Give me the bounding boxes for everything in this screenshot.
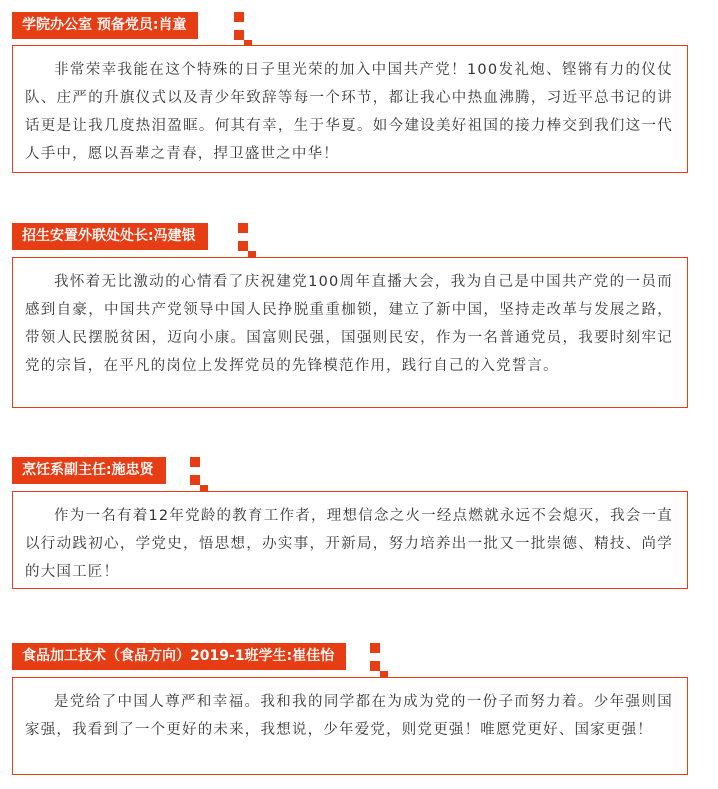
quote-box bbox=[12, 257, 688, 408]
speaker-tag-wrap bbox=[12, 643, 690, 670]
quote-box bbox=[12, 45, 688, 173]
corner-squares-icon bbox=[370, 643, 390, 678]
quote-text: 我怀着无比激动的心情看了庆祝建党100周年直播大会，我为自己是中国共产党的一员而感到自豪，中国共产党领导中国人民挣脱重重枷锁，建立了新中国，坚持走改革与发展之路，带领人民摆脱贫困，迈向小康。国富则民强，国强则民安，作为一名普通党员，我要时刻牢记党的宗旨，在平凡的岗位上发挥党员的先锋模范作用，践行自己的入党誓言。 bbox=[25, 274, 673, 374]
corner-squares-icon bbox=[238, 223, 258, 258]
quote-section-1 bbox=[12, 12, 690, 162]
corner-squares-icon bbox=[234, 12, 254, 47]
speaker-tag: 招生安置外联处处长:冯建银 bbox=[12, 223, 208, 250]
speaker-tag-wrap bbox=[12, 457, 690, 484]
quote-box bbox=[12, 491, 688, 589]
quote-section-3 bbox=[12, 457, 690, 580]
quote-text: 非常荣幸我能在这个特殊的日子里光荣的加入中国共产党！100发礼炮、铿锵有力的仪仗队、庄严的升旗仪式以及青少年致辞等每一个环节，都让我心中热血沸腾，习近平总书记的讲话更是让我几度热泪盈眶。何其有幸，生于华夏。如今建设美好祖国的接力棒交到我们这一代人手中，愿以吾辈之青春，捍卫盛世之中华！ bbox=[25, 62, 673, 162]
quote-box bbox=[12, 677, 688, 775]
quote-section-4 bbox=[12, 643, 690, 738]
speaker-tag: 烹饪系副主任:施忠贤 bbox=[12, 457, 166, 484]
corner-squares-icon bbox=[190, 457, 210, 492]
speaker-tag-wrap bbox=[12, 223, 690, 250]
quote-text: 作为一名有着12年党龄的教育工作者，理想信念之火一经点燃就永远不会熄灭，我会一直以行动践初心，学党史，悟思想，办实事，开新局，努力培养出一批又一批崇德、精技、尚学的大国工匠！ bbox=[25, 508, 673, 580]
speaker-tag: 食品加工技术（食品方向）2019-1班学生:崔佳怡 bbox=[12, 643, 346, 670]
quote-section-2 bbox=[12, 223, 690, 374]
speaker-tag-wrap bbox=[12, 12, 690, 39]
quote-text: 是党给了中国人尊严和幸福。我和我的同学都在为成为党的一份子而努力着。少年强则国家强，我看到了一个更好的未来，我想说，少年爱党，则党更强！唯愿党更好、国家更强！ bbox=[25, 694, 673, 738]
speaker-tag: 学院办公室 预备党员:肖童 bbox=[12, 12, 198, 39]
